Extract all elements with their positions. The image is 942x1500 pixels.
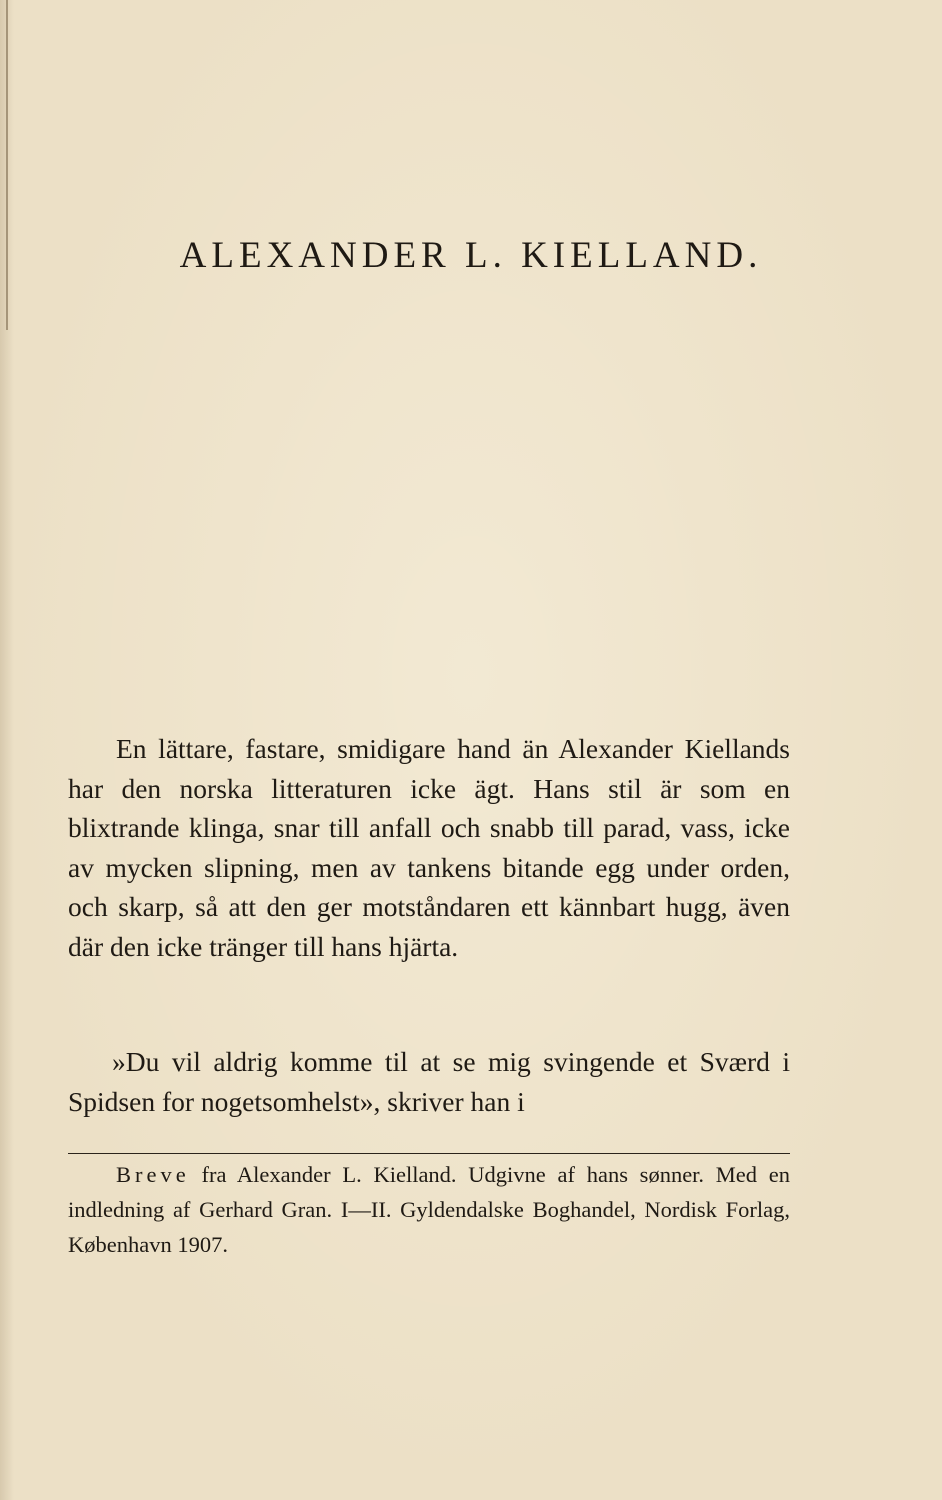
footnote <box>68 1157 790 1262</box>
body-paragraph: »Du vil aldrig komme til at se mig svingende et Sværd i Spidsen for nogetsomhelst», skriver han i <box>68 1046 790 1117</box>
footnote-text: fra Alexander L. Kielland. Udgivne af hans sønner. Med en indledning af Gerhard Gran. I—II. Gyldendalske Boghandel, Nordisk Forlag, København 1907. <box>68 1162 790 1257</box>
page-edge-shadow <box>6 0 8 330</box>
footnote-lead-word: Breve <box>116 1162 190 1187</box>
chapter-heading: ALEXANDER L. KIELLAND. <box>179 235 763 276</box>
body-paragraph: En lättare, fastare, smidigare hand än Alexander Kiellands har den norska litteraturen icke ägt. Hans stil är som en blixtrande klinga, snar till anfall och snabb till parad, vass, icke av mycken slipning, men av tankens bitande egg under orden, och skarp, så att den ger motståndaren ett kännbart hugg, även där den icke tränger till hans hjärta. <box>68 733 790 962</box>
footnote-divider <box>68 1153 790 1154</box>
